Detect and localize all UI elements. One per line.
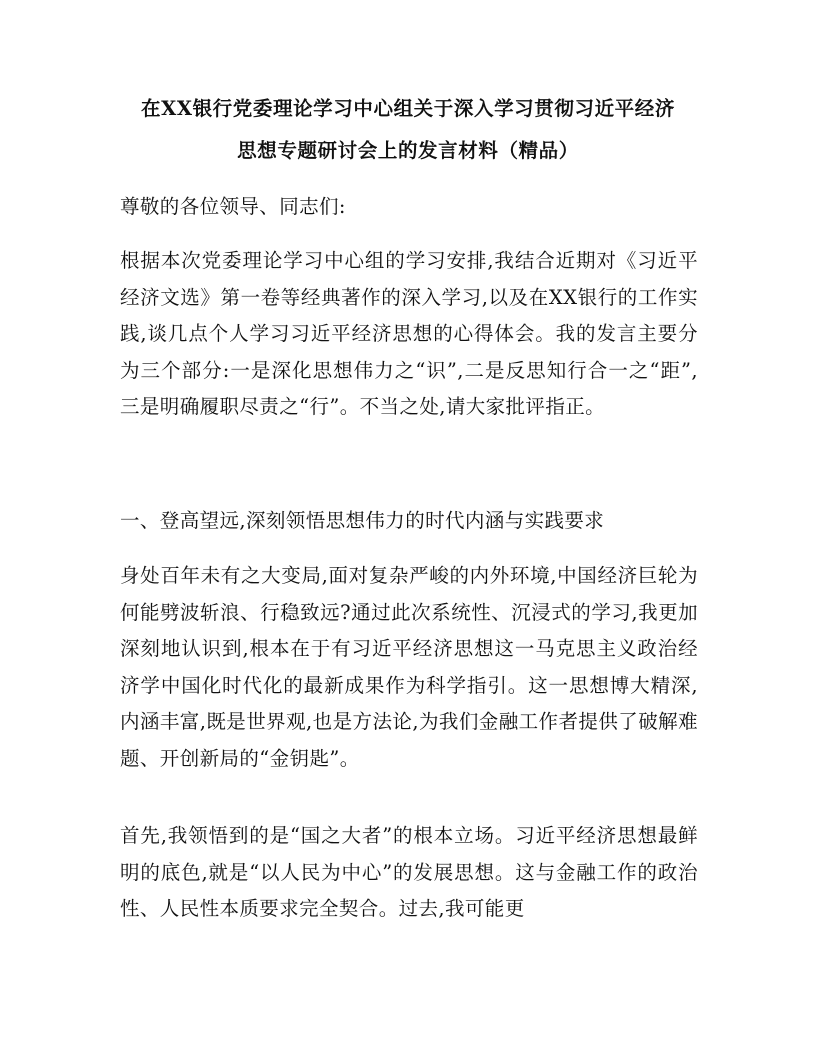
salutation: 尊敬的各位领导、同志们: <box>120 195 346 218</box>
document-title-line-2: 思想专题研讨会上的发言材料（精品） <box>237 139 579 162</box>
intro-paragraph: 根据本次党委理论学习中心组的学习安排,我结合近期对《习近平经济文选》第一卷等经典著作的深入学习,以及在XX银行的工作实践,谈几点个人学习习近平经济思想的心得体会。我的发言主要分为三个部分:一是深化思想伟力之“识”,二是反思知行合一之“距”,三是明确履职尽责之“行”。不当之处,请大家批评指正。 <box>120 249 698 418</box>
body-paragraph-1: 身处百年未有之大变局,面对复杂严峻的内外环境,中国经济巨轮为何能劈波斩浪、行稳致远?通过此次系统性、沉浸式的学习,我更加深刻地认识到,根本在于有习近平经济思想这一马克思主义政治经济学中国化时代化的最新成果作为科学指引。这一思想博大精深,内涵丰富,既是世界观,也是方法论,为我们金融工作者提供了破解难题、开创新局的“金钥匙”。 <box>120 564 698 770</box>
document-title-line-1: 在XX银行党委理论学习中心组关于深入学习贯彻习近平经济 <box>141 97 675 120</box>
body-paragraph-2: 首先,我领悟到的是“国之大者”的根本立场。习近平经济思想最鲜明的底色,就是“以人民为中心”的发展思想。这与金融工作的政治性、人民性本质要求完全契合。过去,我可能更 <box>120 824 698 920</box>
section-heading-1: 一、登高望远,深刻领悟思想伟力的时代内涵与实践要求 <box>120 509 605 532</box>
